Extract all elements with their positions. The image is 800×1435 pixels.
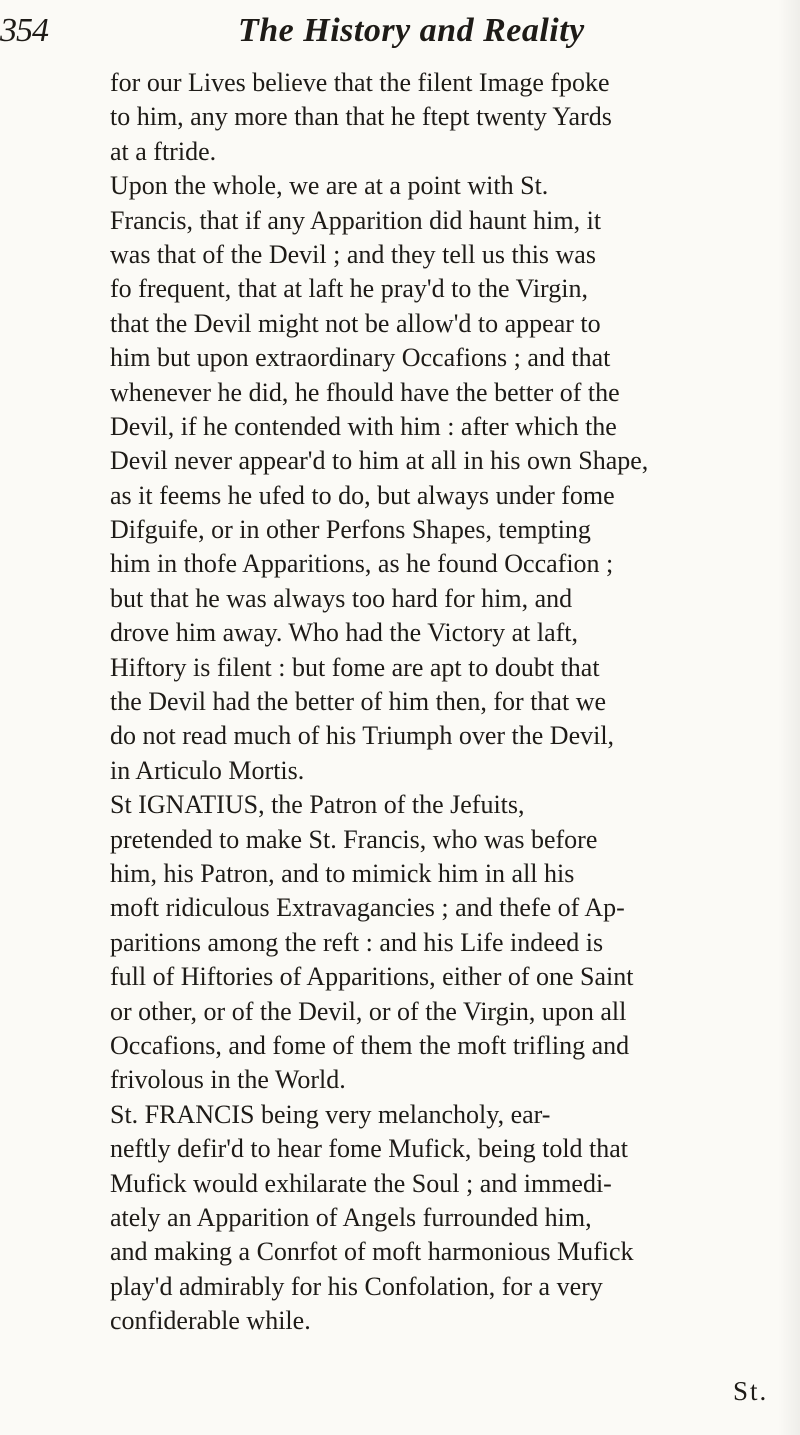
text-line: paritions among the reft : and his Life indeed is xyxy=(110,927,604,957)
text-line: full of Hiftories of Apparitions, either of one Saint xyxy=(110,962,634,992)
text-line: Francis, that if any Apparition did haunt him, it xyxy=(110,205,602,235)
page-number: 354 xyxy=(0,12,48,49)
text-line: confiderable while. xyxy=(110,1306,311,1336)
text-line: at a ftride. xyxy=(110,136,217,166)
text-line: and making a Conrfot of moft harmonious Mufick xyxy=(110,1237,634,1267)
paragraph-start-line: Upon the whole, we are at a point with St. xyxy=(110,171,549,201)
text-line: Mufick would exhilarate the Soul ; and immedi- xyxy=(110,1168,612,1198)
text-line: Devil, if he contended with him : after which the xyxy=(110,411,617,441)
text-line: that the Devil might not be allow'd to appear to xyxy=(110,308,601,338)
paragraph-start-line: St IGNATIUS, the Patron of the Jefuits, xyxy=(110,790,525,820)
text-line: Devil never appear'd to him at all in his own Shape, xyxy=(110,446,649,476)
text-line: but that he was always too hard for him, and xyxy=(110,583,573,613)
text-line: to him, any more than that he ftept twenty Yards xyxy=(110,102,612,132)
text-line: him but upon extraordinary Occafions ; and that xyxy=(110,343,611,373)
text-line: Difguife, or in other Perfons Shapes, tempting xyxy=(110,515,591,545)
text-line: him in thofe Apparitions, as he found Occafion ; xyxy=(110,549,614,579)
text-line: pretended to make St. Francis, who was before xyxy=(110,824,598,854)
text-line: was that of the Devil ; and they tell us this was xyxy=(110,239,596,269)
text-line: whenever he did, he fhould have the better of the xyxy=(110,377,620,407)
text-line: Hiftory is filent : but fome are apt to doubt that xyxy=(110,652,600,682)
text-line: play'd admirably for his Confolation, for a very xyxy=(110,1271,603,1301)
text-line: fo frequent, that at laft he pray'd to the Virgin, xyxy=(110,274,588,304)
page-header xyxy=(0,12,800,62)
text-line: or other, or of the Devil, or of the Virgin, upon all xyxy=(110,996,627,1026)
text-line: in Articulo Mortis. xyxy=(110,755,305,785)
text-line: do not read much of his Triumph over the Devil, xyxy=(110,721,615,751)
text-line: moft ridiculous Extravagancies ; and thefe of Ap- xyxy=(110,893,625,923)
body-text xyxy=(110,66,782,1338)
text-line: him, his Patron, and to mimick him in all his xyxy=(110,858,575,888)
text-line: as it feems he ufed to do, but always under fome xyxy=(110,480,615,510)
running-head: The History and Reality xyxy=(238,12,585,49)
catchword: St. xyxy=(733,1376,769,1406)
text-line: drove him away. Who had the Victory at laft, xyxy=(110,618,578,648)
text-line: frivolous in the World. xyxy=(110,1065,346,1095)
text-line: ately an Apparition of Angels furrounded him, xyxy=(110,1202,592,1232)
text-line: the Devil had the better of him then, for that we xyxy=(110,687,607,717)
text-line: Occafions, and fome of them the moft trifling and xyxy=(110,1030,630,1060)
text-line: neftly defir'd to hear fome Mufick, being told that xyxy=(110,1134,629,1164)
text-line: for our Lives believe that the filent Image fpoke xyxy=(110,68,610,97)
paragraph-start-line: St. FRANCIS being very melancholy, ear- xyxy=(110,1099,551,1129)
